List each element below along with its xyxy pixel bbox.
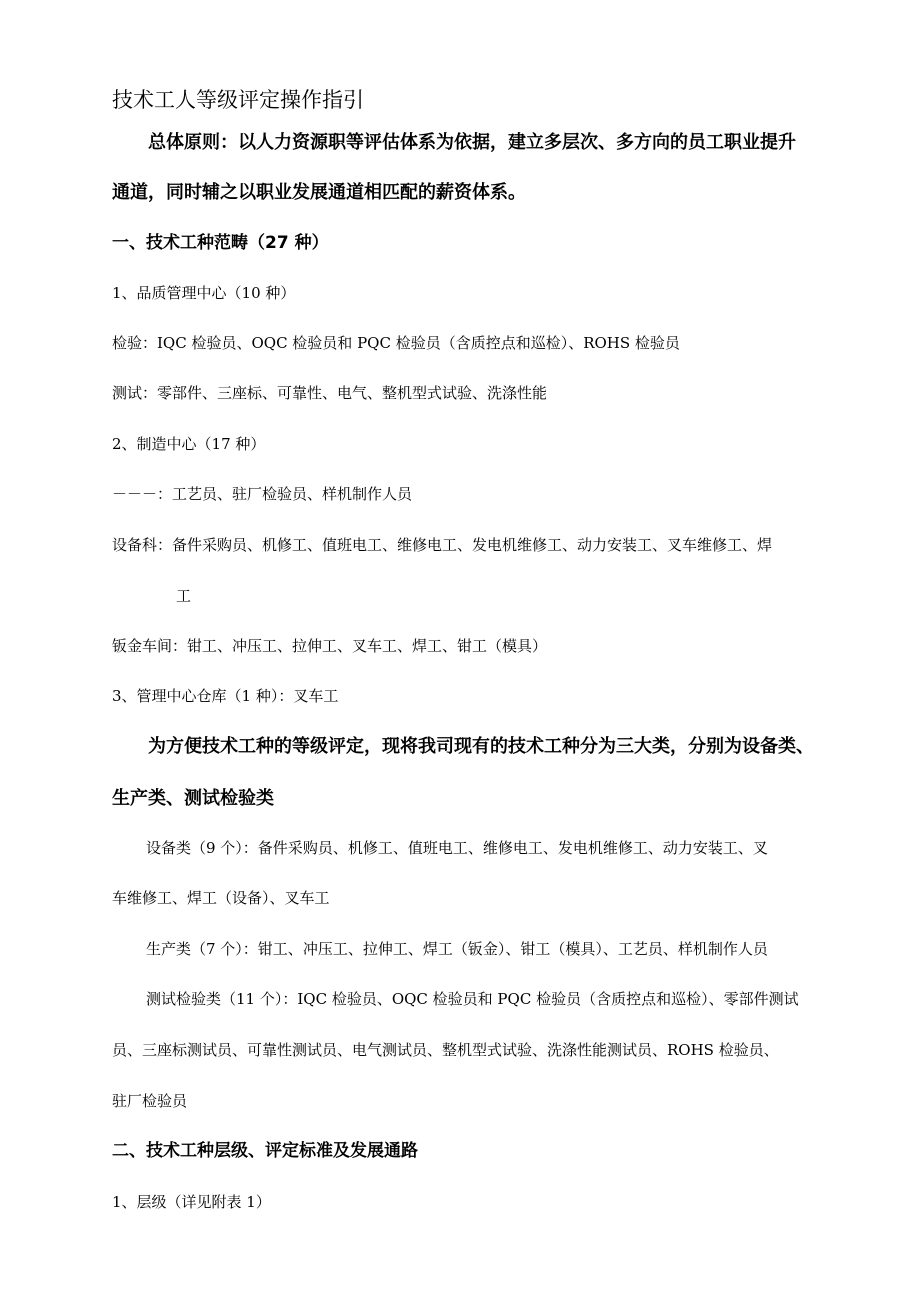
principle-line-2: 通道，同时辅之以职业发展通道相匹配的薪资体系。 [112, 182, 526, 203]
s1-sheet-metal: 钣金车间：钳工、冲压工、拉伸工、叉车工、焊工、钳工（模具） [112, 637, 548, 655]
section-2-heading: 二、技术工种层级、评定标准及发展通路 [112, 1141, 418, 1161]
classify-line-1: 为方便技术工种的等级评定，现将我司现有的技术工种分为三大类，分别为设备类、 [148, 736, 814, 757]
document-title: 技术工人等级评定操作指引 [112, 88, 364, 112]
s1-equip-line-2: 工 [176, 587, 192, 605]
s1-item-1: 1、品质管理中心（10 种） [112, 284, 296, 302]
s1-item-2: 2、制造中心（17 种） [112, 435, 266, 453]
s1-item-3: 3、管理中心仓库（1 种）：叉车工 [112, 687, 339, 705]
cat-test-line-3: 驻厂检验员 [112, 1092, 188, 1110]
cat-test-line-1: 测试检验类（11 个）：IQC 检验员、OQC 检验员和 PQC 检验员（含质控点和巡检）、零部件测试 [146, 990, 799, 1008]
cat-test-line-2: 员、三座标测试员、可靠性测试员、电气测试员、整机型式试验、洗涤性能测试员、ROHS 检验员、 [112, 1041, 779, 1059]
cat-equip-line-2: 车维修工、焊工（设备）、叉车工 [112, 889, 330, 907]
classify-line-2: 生产类、测试检验类 [112, 788, 274, 809]
s2-item-1: 1、层级（详见附表 1） [112, 1193, 271, 1211]
cat-equip-line-1: 设备类（9 个）：备件采购员、机修工、值班电工、维修电工、发电机维修工、动力安装工、叉 [146, 839, 768, 857]
cat-prod: 生产类（7 个）：钳工、冲压工、拉伸工、焊工（钣金）、钳工（模具）、工艺员、样机制作人员 [146, 940, 768, 958]
s1-equip-line-1: 设备科：备件采购员、机修工、值班电工、维修电工、发电机维修工、动力安装工、叉车维修工、焊 [112, 536, 773, 554]
s1-test: 测试：零部件、三座标、可靠性、电气、整机型式试验、洗涤性能 [112, 384, 548, 402]
s1-inspect: 检验：IQC 检验员、OQC 检验员和 PQC 检验员（含质控点和巡检）、ROHS 检验员 [112, 334, 680, 352]
principle-line-1: 总体原则：以人力资源职等评估体系为依据，建立多层次、多方向的员工职业提升 [148, 132, 796, 153]
s1-dashes-line: －－－：工艺员、驻厂检验员、样机制作人员 [112, 485, 413, 503]
section-1-heading: 一、技术工种范畴（27 种） [112, 233, 329, 253]
